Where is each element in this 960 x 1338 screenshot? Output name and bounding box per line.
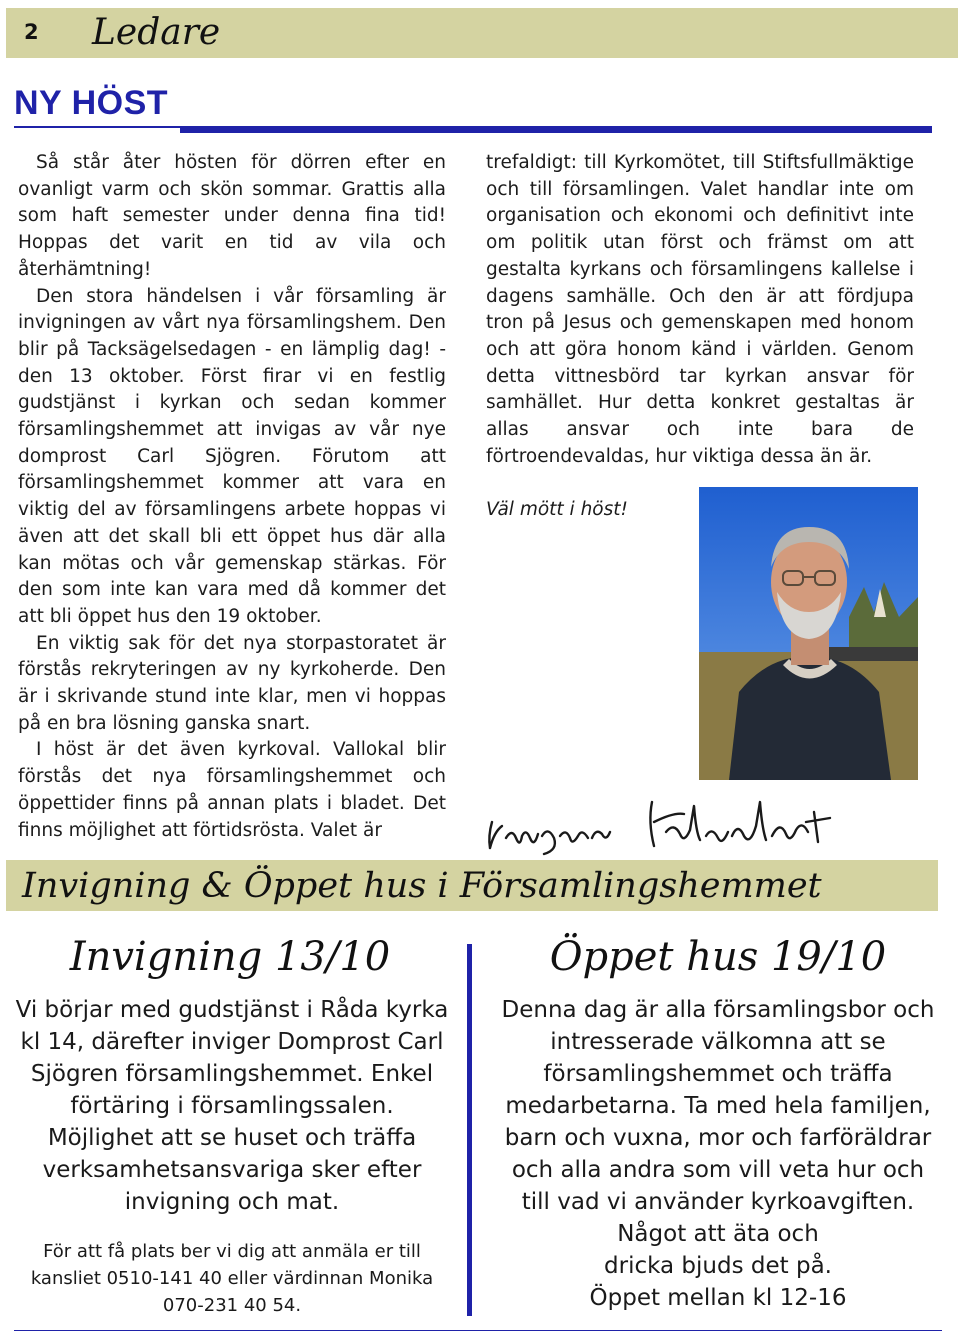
article-paragraph: Den stora händelsen i vår församling är invigningen av vårt nya församlingshem. Den blir på Tacksägelsedagen - en lämplig dag! - den 13 oktober. Först firar vi en festlig gudstjänst i kyrkan och sedan kommer församlingshemmet att invigas av vår nye domprost Carl Sjögren. Förutom att församlingshemmet kommer att vara en viktig del av församlingens arbete hoppas vi även att det skall bli ett öppet hus där alla kan mötas och vår gemenskap stärkas. För den som inte kan vara med då kommer det att bli öppet hus den 19 oktober. [18, 285, 446, 627]
event-invigning-body: Vi börjar med gudstjänst i Råda kyrka kl 14, därefter inviger Domprost Carl Sjögren församlingshemmet. Enkel förtäring i församlingssalen. Möjlighet att se huset och träffa verksamhetsansvariga sker efter invigning och mat. [15, 997, 449, 1215]
bottom-rule [14, 1330, 942, 1331]
page-number: 2 [24, 20, 39, 44]
article-left-column [18, 150, 446, 844]
article-paragraph: trefaldigt: till Kyrkomötet, till Stiftsfullmäktige och till församlingen. Valet handlar inte om organisation och ekonomi och definitivt inte om politik utan först och främst om att gestalta kyrkans och församlingens kallelse i dagens samhälle. Och den är att fördjupa tron på Jesus och gemenskapen med honom och att göra honom känd i världen. Genom detta vittnesbörd tar kyrkan ansvar för samhället. Hur detta konkret gestaltas är allas ansvar och inte bara de förtroendevaldas, hur viktiga dessa än är. [486, 152, 914, 467]
signature [484, 792, 864, 858]
column-divider [467, 944, 472, 1316]
event-oppet-hus-hours: Öppet mellan kl 12-16 [589, 1285, 847, 1311]
article-right-column [486, 150, 914, 524]
section-title: Ledare [92, 12, 221, 53]
article-paragraph: I höst är det även kyrkoval. Vallokal blir förstås det nya församlingshemmet och öppettider finns på annan plats i bladet. Det finns möjlighet att förtidsrösta. Valet är [18, 739, 446, 841]
headline-rule-thick [180, 127, 932, 133]
event-oppet-hus-body: Denna dag är alla församlingsbor och intresserade välkomna att se församlingshemmet och träffa medarbetarna. Ta med hela familjen, barn och vuxna, mor och farföräldrar och alla andra som vill veta hur och till vad vi använder kyrkoavgiften. [501, 997, 935, 1215]
article-paragraph: En viktig sak för det nya storpastoratet är förstås rekryteringen av ny kyrkoherde. Den är i skrivande stund inte klar, men vi hoppas på en bra lösning ganska snart. [18, 632, 446, 734]
article-paragraph: Så står åter hösten för dörren efter en ovanligt varm och skön sommar. Grattis alla som haft semester under denna fina tid! Hoppas det varit en tid av vila och återhämtning! [18, 152, 446, 280]
event-oppet-hus-content [496, 994, 940, 1314]
author-portrait [699, 487, 918, 780]
event-invigning-title: Invigning 13/10 [69, 934, 391, 980]
greeting: Väl mött i höst! [486, 499, 628, 521]
event-oppet-hus-extra: Något att äta och dricka bjuds det på. [604, 1221, 832, 1279]
event-oppet-hus-title: Öppet hus 19/10 [549, 934, 887, 980]
events-section-title: Invigning & Öppet hus i Församlingshemmet [22, 866, 822, 906]
event-invigning-note: För att få plats ber vi dig att anmäla er till kansliet 0510-141 40 eller värdinnan Monika 070-231 40 54. [30, 1241, 434, 1316]
headline: NY HÖST [14, 84, 169, 122]
